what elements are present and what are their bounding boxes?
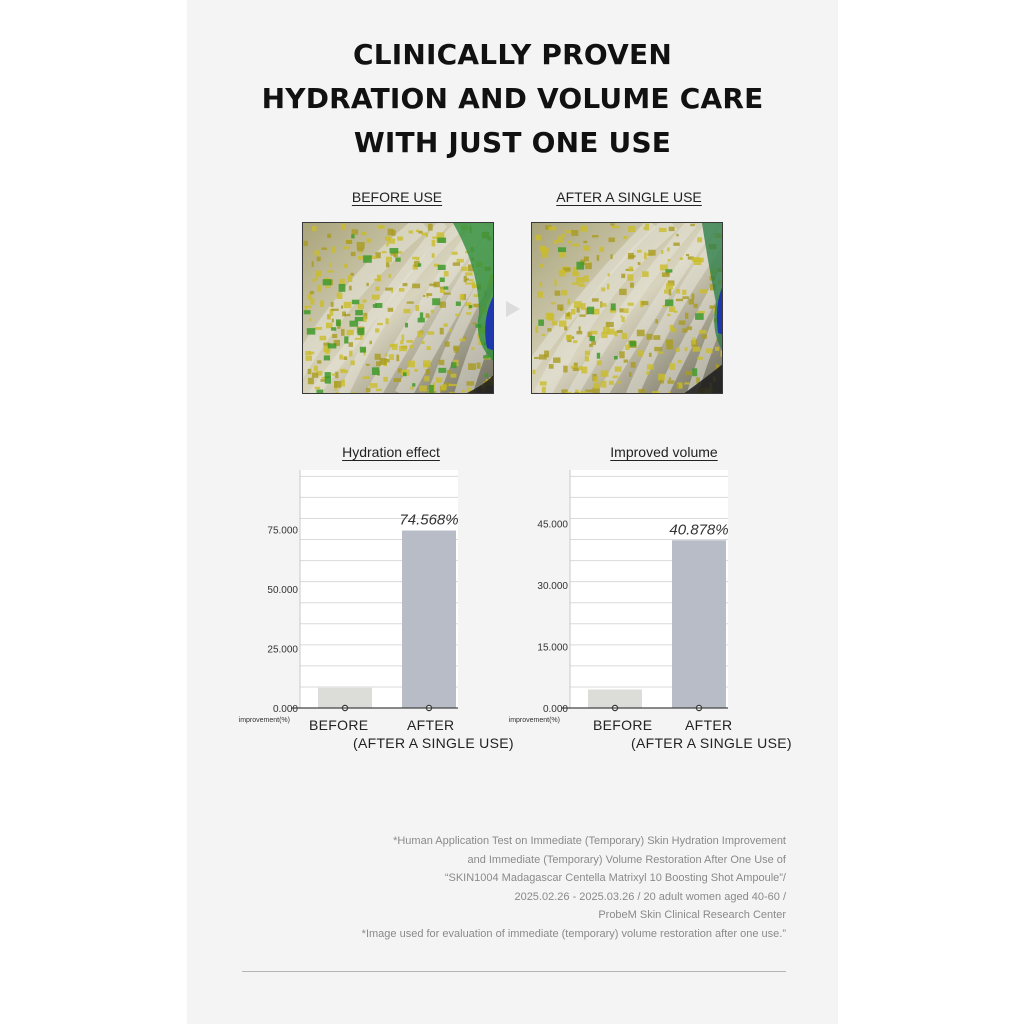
hydration-after-sublabel: (AFTER A SINGLE USE): [353, 735, 514, 751]
y-axis-label: improvement(%): [238, 717, 290, 724]
y-tick-label: 0.000: [272, 704, 298, 715]
volume-chart: [500, 468, 770, 728]
hydration-chart: [230, 468, 500, 728]
footnote-line-6: *Image used for evaluation of immediate (temporary) volume restoration after one use.”: [361, 927, 786, 940]
footnote-line-1: *Human Application Test on Immediate (Temporary) Skin Hydration Improvement: [393, 835, 786, 847]
arrow-right-icon: [506, 301, 520, 317]
hydration-before-label: BEFORE: [309, 717, 369, 733]
after-use-image: [531, 222, 723, 394]
footer-divider: [242, 971, 786, 972]
headline-line-2: HYDRATION AND VOLUME CARE: [261, 82, 764, 115]
hydration-after-label: AFTER: [407, 717, 455, 733]
footnote-line-3: “SKIN1004 Madagascar Centella Matrixyl 10 Boosting Shot Ampoule”/: [444, 872, 786, 884]
y-tick-label: 75.000: [267, 525, 298, 537]
volume-chart-title: Improved volume: [610, 444, 718, 460]
volume-after-label: AFTER: [685, 717, 733, 733]
volume-before-label: BEFORE: [593, 717, 653, 733]
y-axis-label: improvement(%): [508, 717, 560, 724]
footnote-line-4: 2025.02.26 - 2025.03.26 / 20 adult women aged 40-60 /: [514, 890, 786, 903]
before-use-label: BEFORE USE: [351, 189, 443, 205]
footnote: [226, 832, 786, 943]
bar-after: [402, 531, 456, 708]
before-use-image: [302, 222, 494, 394]
y-tick-label: 45.000: [537, 519, 568, 531]
footnote-line-2: and Immediate (Temporary) Volume Restoration After One Use of: [467, 853, 786, 866]
hydration-chart-title: Hydration effect: [342, 444, 440, 460]
headline: [187, 33, 838, 165]
after-use-label: AFTER A SINGLE USE: [556, 189, 702, 205]
data-label: 74.568%: [399, 511, 459, 529]
headline-line-1: CLINICALLY PROVEN: [353, 38, 672, 71]
y-tick-label: 15.000: [537, 642, 568, 654]
headline-line-3: WITH JUST ONE USE: [353, 126, 672, 159]
volume-after-sublabel: (AFTER A SINGLE USE): [631, 735, 792, 751]
y-tick-label: 30.000: [537, 580, 568, 592]
bar-after: [672, 540, 726, 708]
y-tick-label: 25.000: [267, 644, 298, 656]
y-tick-label: 50.000: [267, 585, 298, 596]
footnote-line-5: ProbeM Skin Clinical Research Center: [598, 909, 786, 921]
data-label: 40.878%: [669, 521, 729, 539]
y-tick-label: 0.000: [542, 704, 568, 715]
